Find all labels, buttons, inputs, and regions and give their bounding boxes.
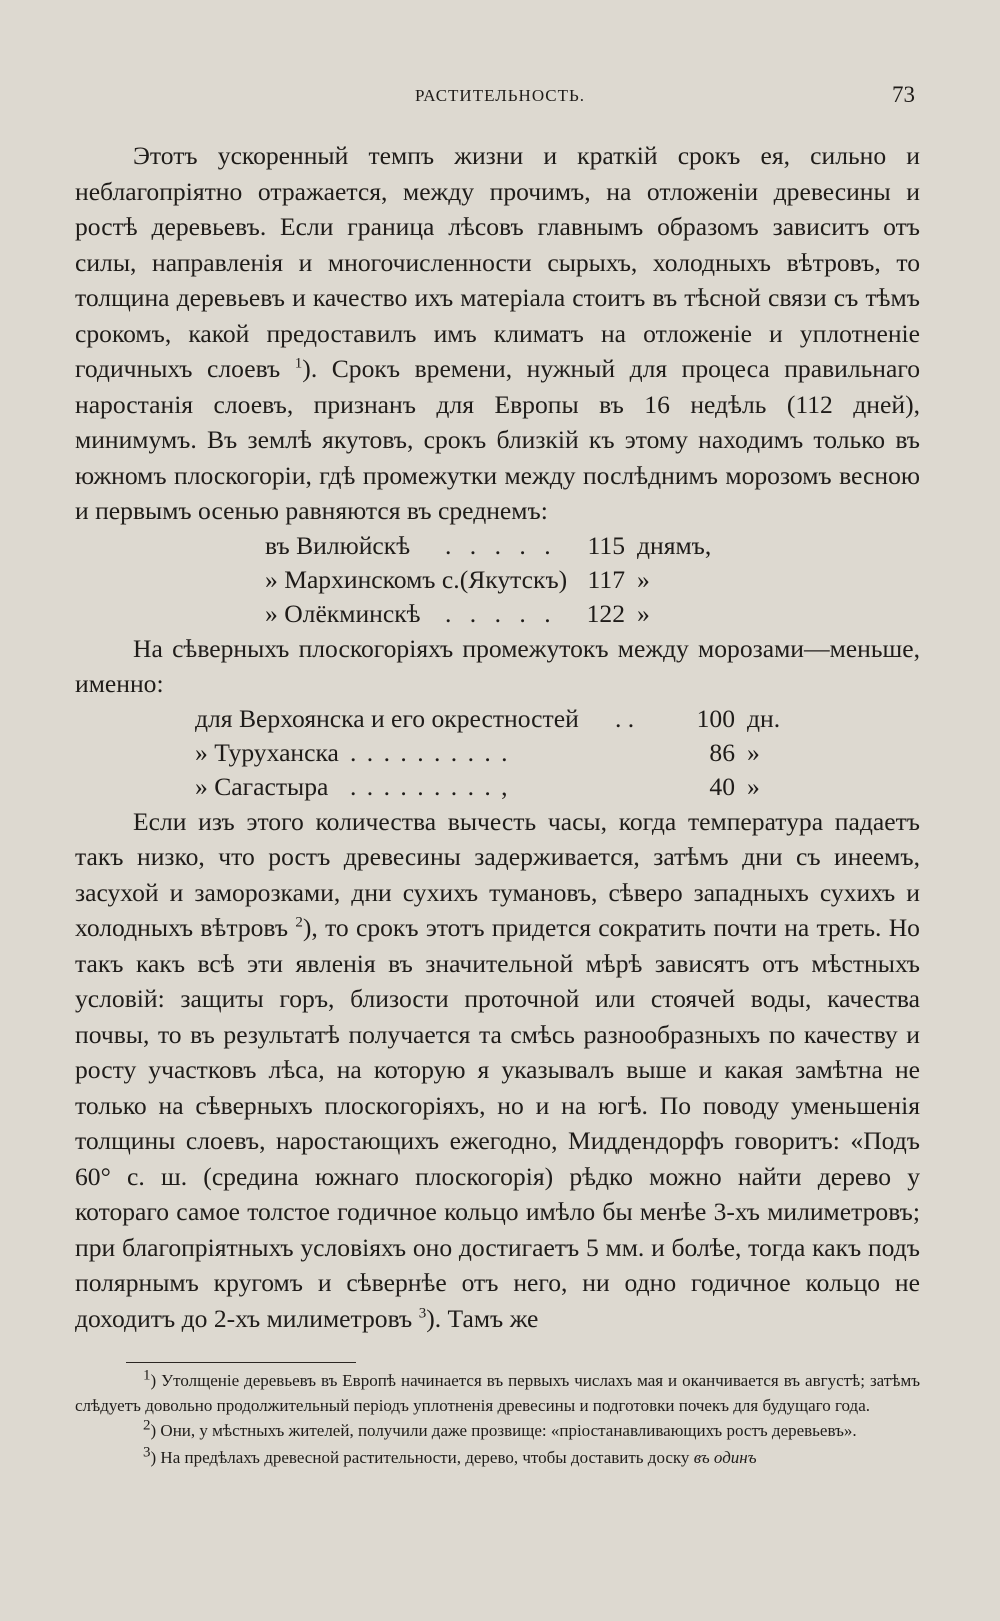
- paragraph-3-text: Если изъ этого количества вычесть часы, когда температура падаетъ такъ низко, что ростъ древесины задерживается, затѣмъ дни съ инеемъ, засухой и заморозками, дни сухихъ тумановъ, сѣверо западныхъ сухихъ и холодныхъ вѣтровъ: [75, 806, 920, 942]
- days-value: 40: [709, 771, 735, 801]
- days-value: 115: [587, 530, 625, 560]
- days-value: 117: [587, 564, 625, 594]
- footnote-ref-2: 2: [295, 914, 303, 931]
- unit: »: [637, 598, 650, 628]
- leader-dots: . .: [615, 703, 635, 733]
- table-row: [195, 702, 920, 736]
- footnote-2-text: ) Они, у мѣстныхъ жителей, получили даже прозвище: «пріостанавливающихъ ростъ деревьевъ».: [150, 1421, 857, 1440]
- footnote-1: [75, 1368, 920, 1418]
- footnote-ref-3: 3: [418, 1304, 427, 1321]
- days-value: 100: [696, 703, 735, 733]
- paragraph-1-text: Этотъ ускоренный темпъ жизни и краткій срокъ ея, сильно и неблагопріятно отражается, между прочимъ, на отложеніи древесины и ростѣ деревьевъ. Если граница лѣсовъ главнымъ образомъ зависитъ отъ силы, направленія и многочисленности сырыхъ, холодныхъ вѣтровъ, то толщина деревьевъ и качество ихъ матеріала стоитъ въ тѣсной связи съ тѣмъ срокомъ, какой предоставилъ имъ климатъ на отложеніе и уплотненіе годичныхъ слоевъ: [75, 141, 920, 383]
- place-name: для Верхоянска и его окрестностей: [195, 703, 579, 733]
- footnote-rule: [126, 1362, 356, 1363]
- leader-dots: . . . . .: [445, 598, 557, 628]
- table-row: [265, 563, 920, 597]
- paragraph-1: Этотъ ускоренный темпъ жизни и краткій срокъ ея, сильно и неблагопріятно отражается, между прочимъ, на отложеніи древесины и ростѣ деревьевъ. Если граница лѣсовъ главнымъ образомъ зависитъ отъ силы, направленія и многочисленности сырыхъ, холодныхъ вѣтровъ, то толщина деревьевъ и качество ихъ матеріала стоитъ въ тѣсной связи съ тѣмъ срокомъ, какой предоставилъ имъ климатъ на отложеніе и уплотненіе годичныхъ слоевъ $^1$). Срокъ времени, нужный для процеса правильнаго наростанія слоевъ, признанъ для Европы въ 16 недѣль (112 дней), минимумъ. Въ землѣ якутовъ, срокъ близкій къ этому находимъ только въ южномъ плоскогоріи, гдѣ промежутки между послѣднимъ морозомъ весною и первымъ осенью равняются въ среднемъ:: [75, 141, 921, 525]
- footnote-mark-3: 3: [143, 1444, 151, 1461]
- days-value: 122: [586, 598, 625, 628]
- days-value: 86: [709, 737, 735, 767]
- leader-dots: . . . . .: [445, 530, 557, 560]
- unit: »: [747, 771, 760, 801]
- table-row: [195, 770, 920, 804]
- unit: дн.: [747, 703, 781, 733]
- leader-dots: . . . . . . . . . .: [350, 737, 510, 767]
- paragraph-3: Если изъ этого количества вычесть часы, когда температура падаетъ такъ низко, что ростъ древесины задерживается, затѣмъ дни съ инеемъ, засухой и заморозками, дни сухихъ тумановъ, сѣверо западныхъ сухихъ и холодныхъ вѣтровъ $^2$), то срокъ этотъ придется сократить почти на треть. Но такъ какъ всѣ эти явленія въ значительной мѣрѣ зависятъ отъ мѣстныхъ условій: защиты горъ, близости проточной или стоячей воды, качества почвы, то въ результатѣ получается та смѣсь разнообразныхъ по качеству и росту участковъ лѣса, на которую я указывалъ выше и какая замѣтна не только на сѣверныхъ плоскогоріяхъ, но и на югѣ. По поводу уменьшенія толщины слоевъ, наростающихъ ежегодно, Миддендорфъ говоритъ: «Подъ 60° с. ш. (средина южнаго плоскогорія) рѣдко можно найти дерево у котораго самое толстое годичное кольцо имѣло бы менѣе 3-хъ милиметровъ; при благопріятныхъ условіяхъ оно достигаетъ 5 мм. и болѣе, тогда какъ подъ полярнымъ кругомъ и сѣвернѣе отъ него, ни одно годичное кольцо не доходитъ до 2-хъ милиметровъ $^3$). Тамъ же: [75, 806, 920, 1333]
- page-header: [75, 82, 915, 116]
- place-name: въ Вилюйскѣ: [265, 530, 411, 560]
- footnote-ref-1: 1: [294, 355, 303, 372]
- footnote-2: [75, 1418, 920, 1443]
- paragraph-2: На сѣверныхъ плоскогоріяхъ промежутокъ между морозами—меньше, именно:: [75, 633, 920, 698]
- footnote-1-text: ) Утолщеніе деревьевъ въ Европѣ начинается въ первыхъ числахъ мая и оканчивается въ августѣ; затѣмъ слѣдуетъ довольно продолжительный періодъ уплотненія древесины и подготовки почекъ для будущаго года.: [75, 1371, 920, 1415]
- footnote-mark-2: 2: [143, 1417, 151, 1434]
- footnote-3-text: ) На предѣлахъ древесной растительности, дерево, чтобы доставить доску: [150, 1448, 690, 1467]
- place-name: » Сагастыра: [195, 771, 329, 801]
- paragraph-3-continuation: , то срокъ этотъ придется сократить почти на треть. Но такъ какъ всѣ эти явленія въ значительной мѣрѣ зависятъ отъ мѣстныхъ условій: защиты горъ, близости проточной или стоячей воды, качества почвы, то въ результатѣ получается та смѣсь разнообразныхъ по качеству и росту участковъ лѣса, на которую я указывалъ выше и какая замѣтна не только на сѣверныхъ плоскогоріяхъ, но и на югѣ. По поводу уменьшенія толщины слоевъ, наростающихъ ежегодно, Миддендорфъ говоритъ: «Подъ 60° с. ш. (средина южнаго плоскогорія) рѣдко можно найти дерево у котораго самое толстое годичное кольцо имѣло бы менѣе 3-хъ милиметровъ; при благопріятныхъ условіяхъ оно достигаетъ 5 мм. и болѣе, тогда какъ подъ полярнымъ кругомъ и сѣвернѣе отъ него, ни одно годичное кольцо не доходитъ до 2-хъ милиметровъ: [75, 913, 920, 1333]
- unit: »: [747, 737, 760, 767]
- place-name: » Мархинскомъ с.(Якутскъ): [265, 564, 568, 594]
- paragraph-1-continuation: . Срокъ времени, нужный для процеса правильнаго наростанія слоевъ, признанъ для Европы въ 16 недѣль (112 дней), минимумъ. Въ землѣ якутовъ, срокъ близкій къ этому находимъ только въ южномъ плоскогоріи, гдѣ промежутки между послѣднимъ морозомъ весною и первымъ осенью равняются въ среднемъ:: [75, 354, 921, 525]
- unit: днямъ,: [637, 530, 712, 560]
- footnote-mark-1: 1: [143, 1367, 151, 1384]
- footnote-3-italic: въ одинъ: [693, 1448, 757, 1467]
- table-row: [265, 529, 920, 563]
- place-name: » Туруханска: [195, 737, 339, 767]
- place-name: » Олёкминскѣ: [265, 598, 421, 628]
- main-text: [75, 138, 920, 1336]
- frost-free-table-north: [75, 702, 920, 804]
- leader-dots: . . . . . . . . . ,: [350, 771, 510, 801]
- frost-free-table-south: [75, 529, 920, 631]
- unit: »: [637, 564, 650, 594]
- footnotes: [75, 1368, 920, 1470]
- running-title: РАСТИТЕЛЬНОСТЬ.: [415, 86, 586, 105]
- table-row: [265, 597, 920, 631]
- table-row: [195, 736, 920, 770]
- paragraph-3-end: ). Тамъ же: [426, 1303, 539, 1333]
- page-number: 73: [892, 82, 915, 107]
- footnote-3: [75, 1445, 920, 1470]
